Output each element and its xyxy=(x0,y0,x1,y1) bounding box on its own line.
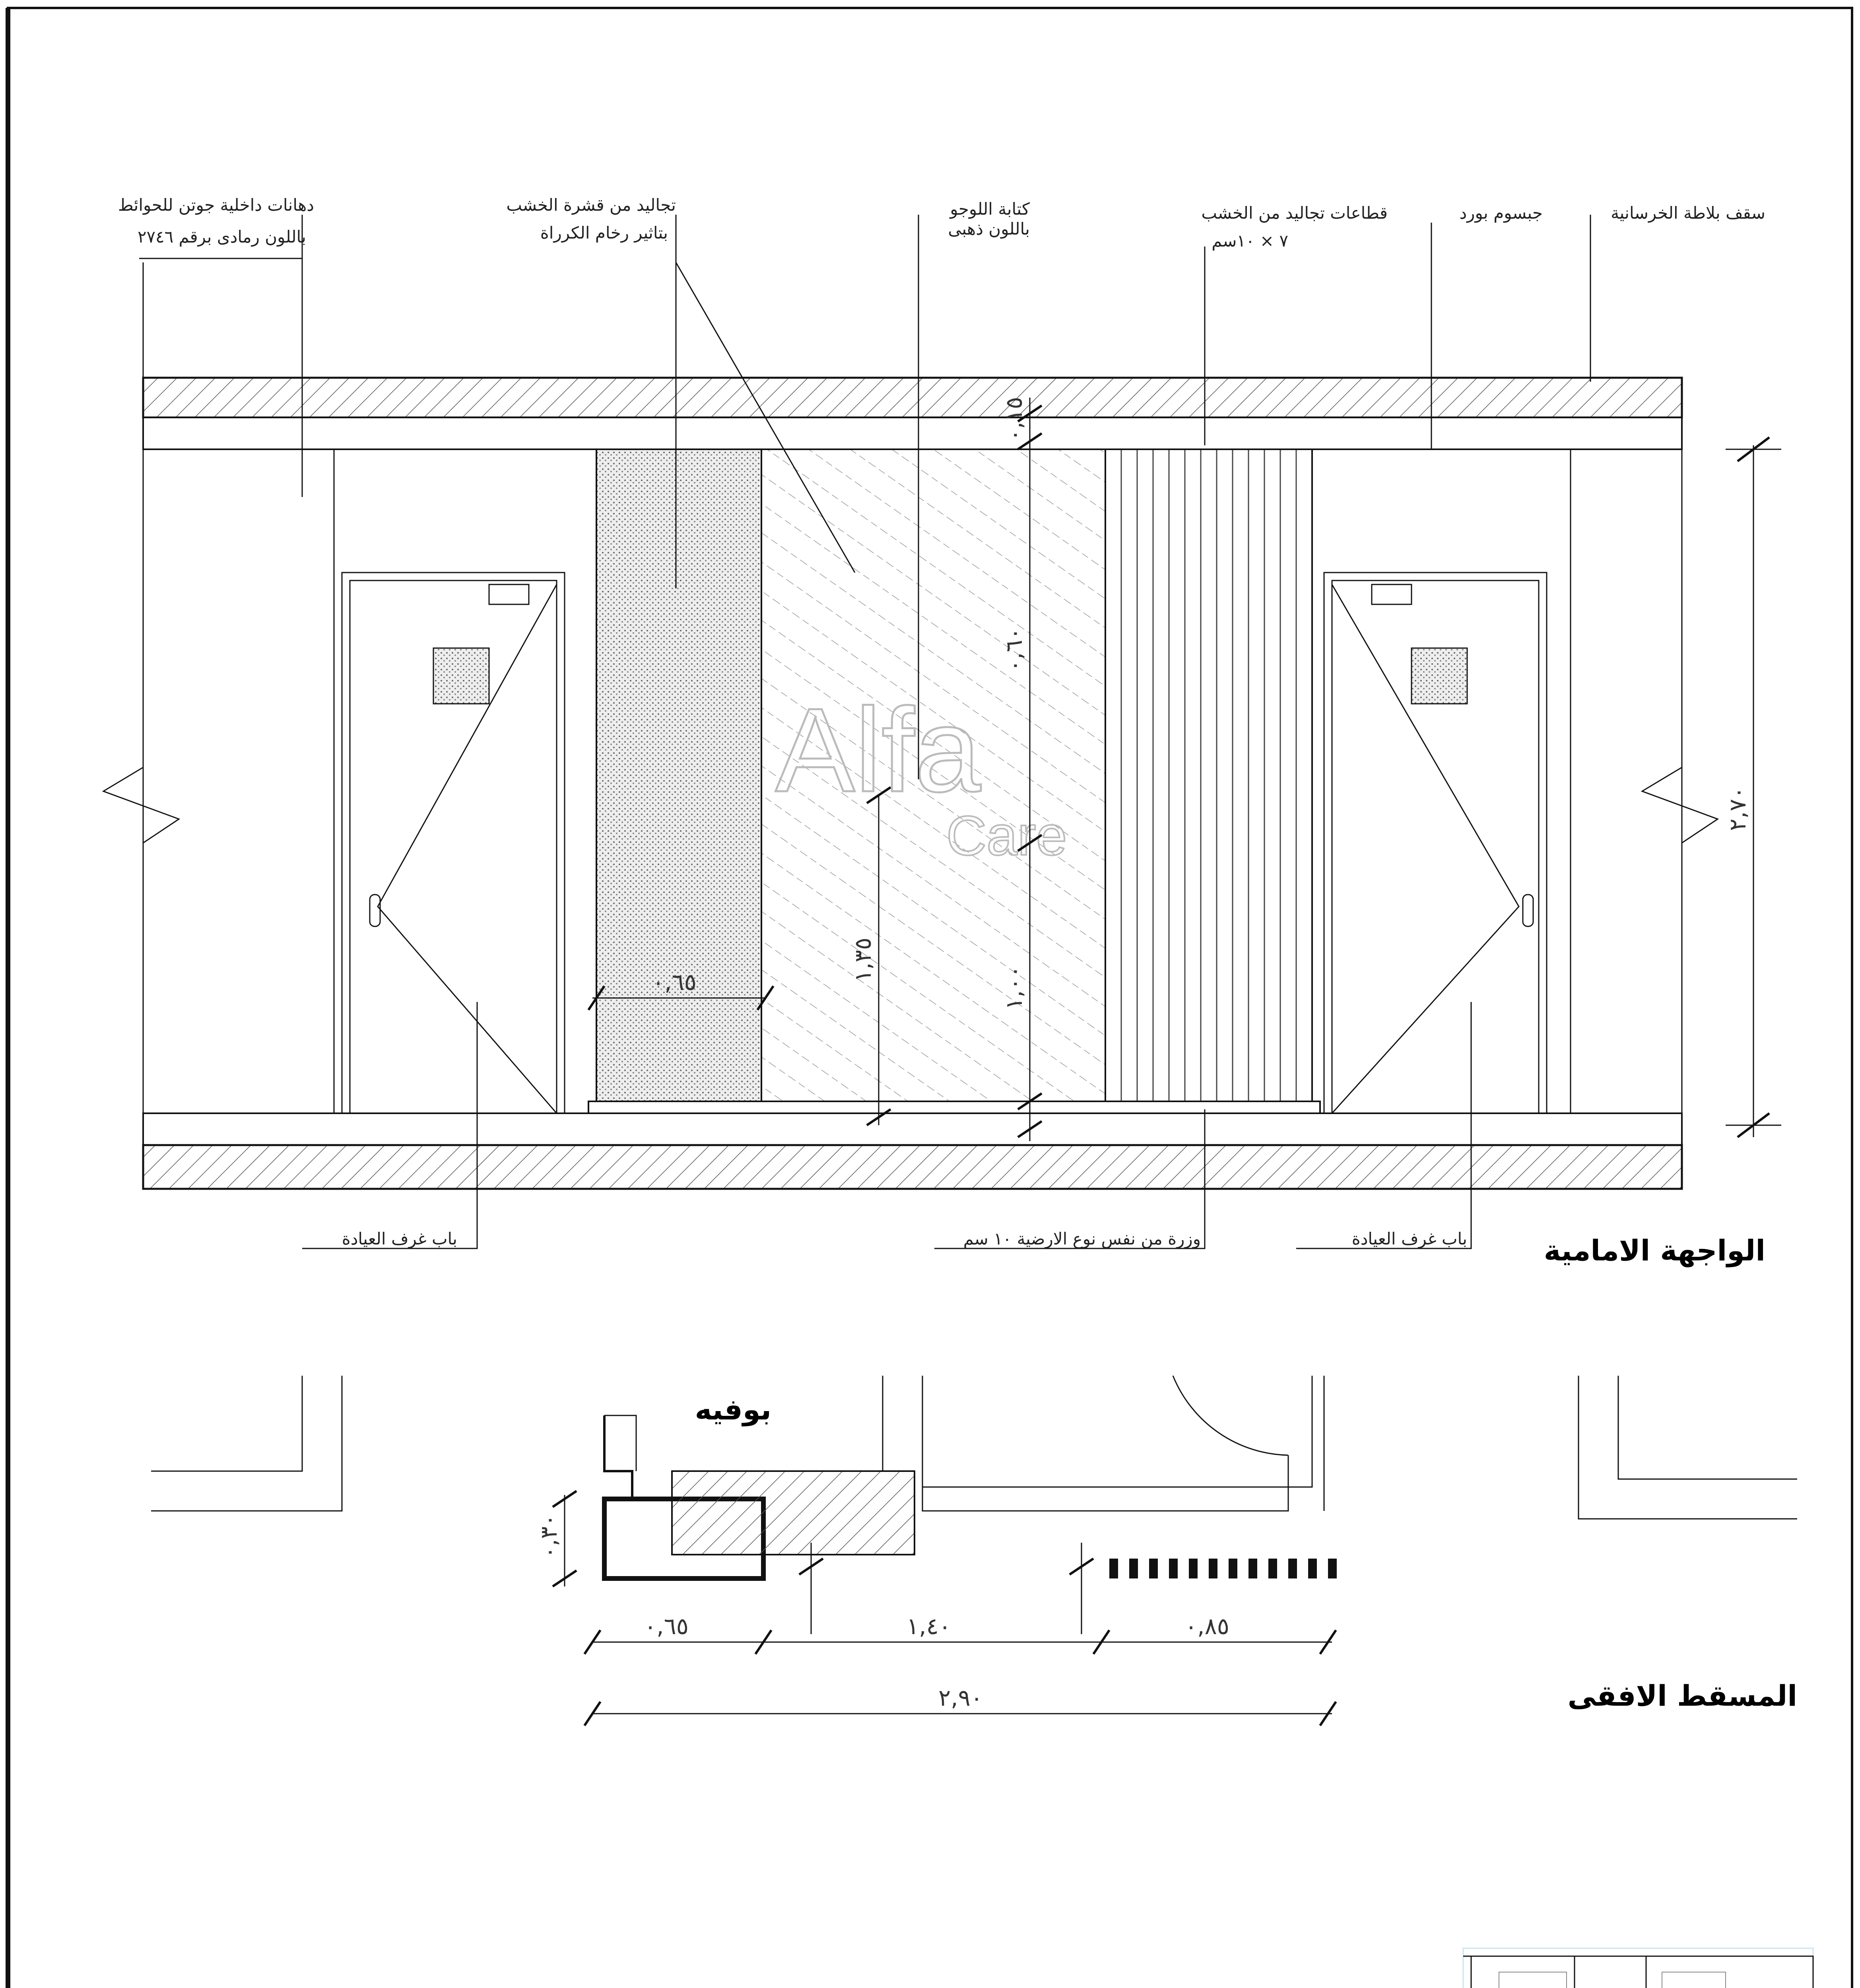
floor-slab xyxy=(143,1145,1682,1189)
wood-veneer-panel xyxy=(596,449,761,1101)
label-gypsum: جبسوم بورد xyxy=(1459,203,1543,223)
plan-logo-panel xyxy=(672,1471,914,1555)
plan-wall-mid-3 xyxy=(922,1376,1312,1487)
key-plan xyxy=(1463,1948,1813,1988)
dim-plan-seg-b: ١,٤٠ xyxy=(907,1613,951,1640)
plan-wall-left-2 xyxy=(151,1376,342,1511)
left-break-line xyxy=(103,767,179,843)
plan-title: المسقط الافقى xyxy=(1567,1679,1797,1712)
logo-sub: Care xyxy=(946,804,1067,867)
plan-buffet-wall-2 xyxy=(604,1415,636,1471)
dim-upper-zone: ٠,٦٠ xyxy=(1000,627,1027,672)
plan-wall-left xyxy=(151,1376,302,1471)
plan-wall-right xyxy=(1578,1376,1797,1519)
door-right xyxy=(1324,573,1547,1113)
gypsum-board xyxy=(143,417,1682,449)
dim-total-height: ٢,٧٠ xyxy=(1724,786,1751,831)
label-slats-2: ٧ × ١٠سم xyxy=(1212,231,1288,250)
label-veneer-2: بتاثير رخام الكرراة xyxy=(540,223,668,243)
horizontal-plan xyxy=(151,1376,1797,1726)
dim-plan-seg-c: ٠,٨٥ xyxy=(1185,1613,1229,1640)
dim-plan-seg-a: ٠,٦٥ xyxy=(644,1613,689,1640)
label-slab: سقف بلاطة الخرسانية xyxy=(1611,203,1765,223)
label-paint-1: دهانات داخلية جوتن للحوائط xyxy=(118,195,314,215)
plan-door-swing xyxy=(1173,1376,1288,1455)
dim-logo-zone: ١,٣٥ xyxy=(849,938,876,982)
label-logo-2: باللون ذهبى xyxy=(948,219,1030,239)
logo-main: Alfa xyxy=(775,683,981,817)
plan-room-label: بوفيه xyxy=(695,1393,771,1426)
dim-plan-depth: ٠,٣٠ xyxy=(535,1514,562,1559)
right-break-line xyxy=(1642,767,1718,843)
door-left xyxy=(342,573,565,1113)
label-door-left: باب غرف العيادة xyxy=(342,1229,457,1248)
label-slats-1: قطاعات تجاليد من الخشب xyxy=(1201,203,1388,223)
plan-wall-right-2 xyxy=(1618,1376,1797,1479)
floor-line xyxy=(143,1113,1682,1145)
plan-slats xyxy=(1109,1559,1337,1578)
plan-wall-mid-2 xyxy=(922,1376,1288,1511)
dim-panel-width: ٠,٦٥ xyxy=(652,969,697,996)
dim-plan-total: ٢,٩٠ xyxy=(938,1684,983,1711)
label-paint-2: باللون رمادى برقم ٢٧٤٦ xyxy=(137,227,306,247)
label-skirting: وزرة من نفس نوع الارضية ١٠ سم xyxy=(963,1229,1201,1248)
dim-lower-zone: ١,٠٠ xyxy=(1000,965,1027,1010)
skirting xyxy=(588,1101,1320,1113)
label-veneer-1: تجاليد من قشرة الخشب xyxy=(506,195,676,215)
label-door-right: باب غرف العيادة xyxy=(1351,1229,1467,1248)
elevation-title: الواجهة الامامية xyxy=(1544,1234,1765,1267)
dim-top-gap: ٠,١٥ xyxy=(1000,397,1027,441)
ceiling-slab xyxy=(143,378,1682,417)
front-elevation xyxy=(103,195,1781,1268)
wood-slats-panel xyxy=(1105,449,1312,1101)
label-logo-1: كتابة اللوجو xyxy=(950,199,1030,219)
plan-buffet-wall xyxy=(604,1415,632,1499)
